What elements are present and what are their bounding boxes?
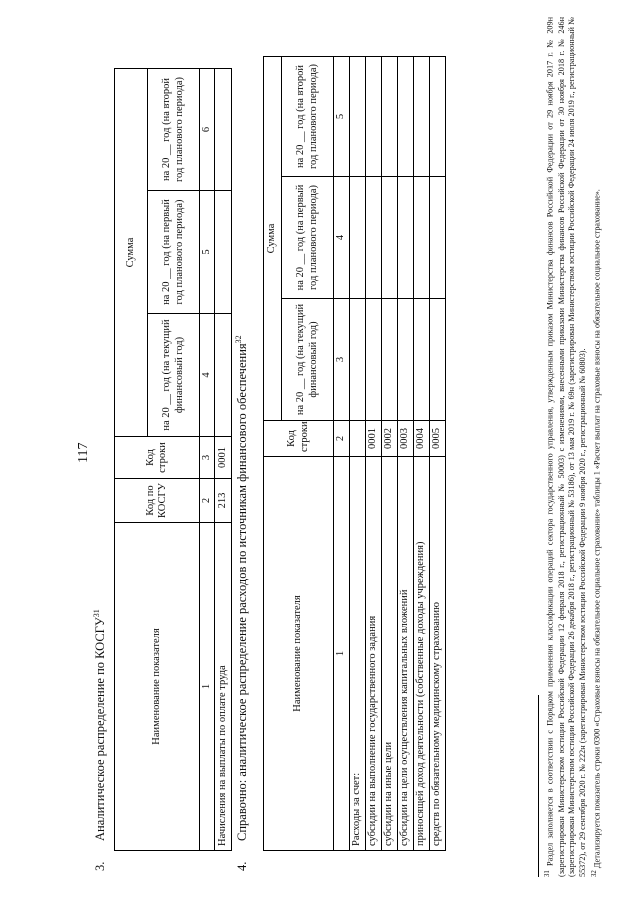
col-second-plan-year-header: на 20 __ год (на второй год планового периода): [282, 56, 334, 176]
col-number: 5: [200, 191, 215, 314]
table-row: [430, 56, 446, 850]
section-3-heading: [92, 609, 108, 871]
row-value-second[interactable]: [350, 56, 366, 176]
col-number: 4: [200, 314, 215, 437]
footnote-mark: 31: [544, 870, 551, 877]
row-name: субсидии на иные цели: [382, 457, 398, 851]
col-number: 6: [200, 68, 215, 190]
row-value-second[interactable]: [430, 56, 446, 176]
row-name: приносящей доход деятельности (собственные доходы учреждения): [414, 457, 430, 851]
section-4-note: 32: [234, 335, 243, 344]
col-number: 5: [334, 56, 350, 176]
col-number: 2: [200, 479, 215, 523]
row-value-first[interactable]: [382, 177, 398, 299]
col-second-plan-year-header: на 20 __ год (на второй год планового периода): [148, 68, 200, 190]
kosgu-table: [114, 68, 232, 851]
row-value-current[interactable]: [430, 299, 446, 421]
row-code: 0001: [366, 421, 382, 457]
col-number: 2: [334, 421, 350, 457]
funding-sources-table: [263, 56, 446, 851]
footnote-32: [590, 17, 604, 877]
col-current-year-header: на 20 __ год (на текущий финансовый год): [148, 314, 200, 437]
col-current-year-header: на 20 __ год (на текущий финансовый год): [282, 299, 334, 421]
row-value-current[interactable]: [414, 299, 430, 421]
col-number: 1: [200, 523, 215, 851]
row-code: 0005: [430, 421, 446, 457]
table-row: [215, 68, 232, 850]
row-value-current[interactable]: [350, 299, 366, 421]
table-row: [382, 56, 398, 850]
row-kosgu: 213: [215, 479, 232, 523]
column-numbers-row: [334, 56, 350, 850]
col-sum-header: Сумма: [264, 56, 282, 420]
footnote-mark: 32: [591, 870, 599, 877]
row-value-second[interactable]: [398, 56, 414, 176]
row-code: 0004: [414, 421, 430, 457]
row-value-current[interactable]: [398, 299, 414, 421]
col-code-header: Код строки: [264, 421, 334, 457]
row-value-current[interactable]: [382, 299, 398, 421]
row-value-current[interactable]: [366, 299, 382, 421]
section-3-title: Аналитическое распределение по КОСГУ: [93, 617, 108, 841]
row-value-second[interactable]: [215, 68, 232, 190]
col-name-header: Наименование показателя: [115, 523, 200, 851]
table-row: [366, 56, 382, 850]
row-name: Расходы за счет:: [350, 457, 366, 851]
col-number: 3: [334, 299, 350, 421]
row-value-first[interactable]: [414, 177, 430, 299]
row-name: Начисления на выплаты по оплате труда: [215, 523, 232, 851]
table-row: [398, 56, 414, 850]
row-value-first[interactable]: [215, 191, 232, 314]
row-name: средств по обязательному медицинскому страхованию: [430, 457, 446, 851]
col-sum-header: Сумма: [115, 68, 148, 436]
page-number: 117: [76, 442, 91, 463]
footnote-31: [543, 17, 589, 877]
section-4-title: Справочно: аналитическое распределение расходов по источникам финансового обеспечения: [235, 343, 250, 841]
section-4-number: 4.: [235, 861, 250, 871]
row-name: субсидии на цели осуществления капитальных вложений: [398, 457, 414, 851]
col-first-plan-year-header: на 20 __ год (на первый год планового периода): [282, 177, 334, 299]
row-code: [350, 421, 366, 457]
col-code-header: Код строки: [115, 437, 200, 479]
column-numbers-row: [200, 68, 215, 850]
row-name: субсидии на выполнение государственного задания: [366, 457, 382, 851]
row-value-first[interactable]: [350, 177, 366, 299]
row-value-first[interactable]: [430, 177, 446, 299]
table-row: [414, 56, 430, 850]
section-4-heading: [234, 335, 250, 871]
col-kosgu-header: Код по КОСГУ: [115, 479, 200, 523]
footnote-text: Раздел заполняется в соответствии с Порядком применения классификации операций сектора государственного управления, утвержденным приказом Министерства финансов Российской Федерации от 29 ноября 2017 г. № 209н (зарегистрирован Министерством юстиции Российской Федерации 12 февраля 2018 г., регистрационный № 50003) с изменениями, внесенными приказами Министерства финансов Российской Федерации от 30 ноября 2018 г. № 246н (зарегистрирован Министерством юстиции Российской Федерации 26 декабря 2018 г., регистрационный № 53186), от 13 мая 2019 г. № 69н (зарегистрирован Министерством юстиции Российской Федерации 24 июля 2019 г., регистрационный № 55372), от 29 сентября 2020 г. № 222н (зарегистрирован Министерством юстиции Российской Федерации 9 ноября 2020 г., регистрационный № 60803).: [545, 17, 588, 877]
row-code: 0001: [215, 437, 232, 479]
row-value-first[interactable]: [398, 177, 414, 299]
col-first-plan-year-header: на 20 __ год (на первый год планового периода): [148, 191, 200, 314]
row-value-first[interactable]: [366, 177, 382, 299]
col-number: 1: [334, 457, 350, 851]
section-3-number: 3.: [93, 861, 108, 871]
row-code: 0003: [398, 421, 414, 457]
section-3-note: 31: [92, 609, 101, 618]
row-value-second[interactable]: [414, 56, 430, 176]
col-number: 3: [200, 437, 215, 479]
footnote-text: Детализируется показатель строки 0300 «Страховые взносы на обязательное социальное страхование» таблицы 1 «Расчет выплат на страховые взносы на обязательное социальное страхование».: [592, 189, 602, 869]
row-value-current[interactable]: [215, 314, 232, 437]
footnote-separator: [538, 695, 539, 877]
row-value-second[interactable]: [382, 56, 398, 176]
row-value-second[interactable]: [366, 56, 382, 176]
footnotes: [543, 17, 605, 877]
table-row: [350, 56, 366, 850]
col-number: 4: [334, 177, 350, 299]
row-code: 0002: [382, 421, 398, 457]
col-name-header: Наименование показателя: [264, 457, 334, 851]
